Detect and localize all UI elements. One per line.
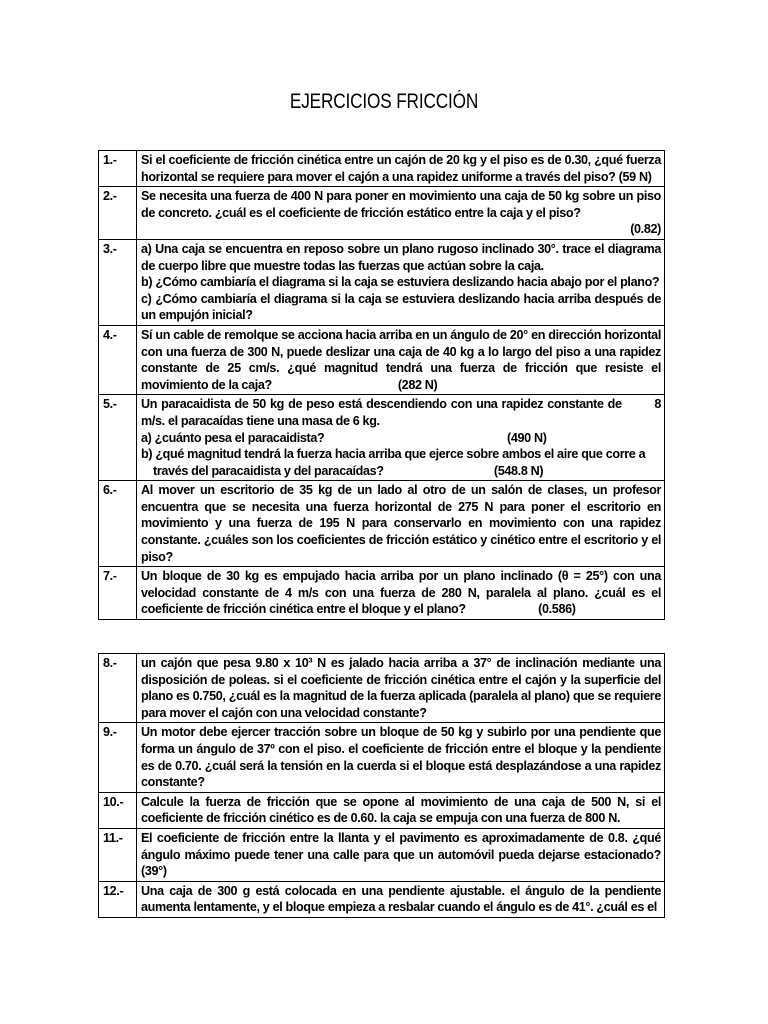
exercise-row xyxy=(99,654,665,723)
exercise-text xyxy=(137,567,665,620)
exercise-text xyxy=(137,723,665,792)
exercise-row xyxy=(99,723,665,792)
exercise-text xyxy=(137,239,665,325)
exercise-number: 9.- xyxy=(99,723,137,792)
exercise-number: 8.- xyxy=(99,654,137,723)
exercise-paragraph: Al mover un escritorio de 35 kg de un lado al otro de un salón de clases, un profesor encuentra que se necesita una fuerza horizontal de 275 N para poner el escritorio en movimiento y una fuerza de 195 N para conservarlo en movimiento con una rapidez constante. ¿cuáles son los coeficientes de fricción estático y cinético entre el escritorio y el piso? xyxy=(141,483,665,564)
exercise-row xyxy=(99,828,665,881)
exercise-paragraph: Se necesita una fuerza de 400 N para poner en movimiento una caja de 50 kg sobre un piso de concreto. ¿cuál es el coeficiente de fricción estático entre la caja y el piso? xyxy=(141,189,665,220)
exercise-number: 6.- xyxy=(99,481,137,567)
exercise-number: 1.- xyxy=(99,151,137,187)
exercise-paragraph: Un paracaidista de 50 kg de peso está descendiendo con una rapidez constante de 8 m/s. el paracaídas tiene una masa de 6 kg. xyxy=(141,397,665,428)
exercise-text xyxy=(137,828,665,881)
exercise-number: 2.- xyxy=(99,187,137,240)
exercise-table-1 xyxy=(98,150,665,620)
exercise-paragraph: Un motor debe ejercer tracción sobre un bloque de 50 kg y subirlo por una pendiente que forma un ángulo de 37º con el piso. el coeficiente de fricción entre el bloque y la pendiente es de 0.70. ¿cuál será la tensión en la cuerda si el bloque está desplazándose a una rapidez constante? xyxy=(141,725,665,790)
exercise-paragraph: b) ¿qué magnitud tendrá la fuerza hacia arriba que ejerce sobre ambos el aire que corre a xyxy=(141,447,646,462)
exercise-paragraph: Una caja de 300 g está colocada en una pendiente ajustable. el ángulo de la pendiente aumenta lentamente, y el bloque empieza a resbalar cuando el ángulo es de 41°. ¿cuál es el xyxy=(141,883,665,915)
exercise-paragraph: Un bloque de 30 kg es empujado hacia arriba por un plano inclinado (θ = 25°) con una velocidad constante de 4 m/s con una fuerza de 280 N, paralela al plano. ¿cuál es el coeficiente de fricción cinética entre el bloque y el plano? (0.586) xyxy=(141,569,665,617)
exercise-text xyxy=(137,792,665,828)
exercise-text xyxy=(137,151,665,187)
exercise-text xyxy=(137,187,665,240)
exercise-paragraph: a) Una caja se encuentra en reposo sobre un plano rugoso inclinado 30°. trace el diagrama de cuerpo libre que muestre todas las fuerzas que actúan sobre la caja. xyxy=(141,241,665,273)
exercise-number: 4.- xyxy=(99,325,137,394)
exercise-number: 10.- xyxy=(99,792,137,828)
exercise-number: 12.- xyxy=(99,881,137,917)
exercise-paragraph: a) ¿cuánto pesa el paracaidista? (490 N) xyxy=(141,430,547,445)
exercise-paragraph: Si el coeficiente de fricción cinética entre un cajón de 20 kg y el piso es de 0.30, ¿qué fuerza horizontal se requiere para mover el cajón a una rapidez uniforme a través del piso? (59 N) xyxy=(141,153,665,184)
exercise-paragraph: c) ¿Cómo cambiaría el diagrama si la caja se estuviera deslizando hacia arriba después de un empujón inicial? xyxy=(141,291,665,323)
exercise-text xyxy=(137,395,665,481)
exercise-text xyxy=(137,325,665,394)
exercise-text xyxy=(137,481,665,567)
exercise-table-2 xyxy=(98,653,665,918)
exercise-paragraph: El coeficiente de fricción entre la llanta y el pavimento es aproximadamente de 0.8. ¿qué ángulo máximo puede tener una calle para que un automóvil pueda dejarse estacionado? (39°) xyxy=(141,830,665,879)
exercise-row xyxy=(99,567,665,620)
exercise-row xyxy=(99,395,665,481)
exercise-answer: (0.82) xyxy=(630,222,661,237)
exercise-number: 11.- xyxy=(99,828,137,881)
exercise-row xyxy=(99,881,665,917)
exercise-paragraph: través del paracaidista y del paracaídas? (548.8 N) xyxy=(153,463,544,478)
page-title: EJERCICIOS FRICCIÓN xyxy=(289,90,479,113)
exercise-paragraph: un cajón que pesa 9.80 x 10³ N es jalado hacia arriba a 37° de inclinación mediante una disposición de poleas. si el coeficiente de fricción cinética entre el cajón y la superficie del plano es 0.750, ¿cuál es la magnitud de la fuerza aplicada (paralela al plano) que se requiere para mover el cajón con una velocidad constante? xyxy=(141,656,665,720)
exercise-row xyxy=(99,792,665,828)
exercise-row xyxy=(99,239,665,325)
exercise-paragraph: b) ¿Cómo cambiaría el diagrama si la caja se estuviera deslizando hacia abajo por el plano? xyxy=(141,275,660,290)
exercise-row xyxy=(99,151,665,187)
exercise-row xyxy=(99,325,665,394)
exercise-number: 7.- xyxy=(99,567,137,620)
exercise-paragraph: Sí un cable de remolque se acciona hacia arriba en un ángulo de 20° en dirección horizontal con una fuerza de 300 N, puede deslizar una caja de 40 kg a lo largo del piso a una rapidez constante de 25 cm/s. ¿qué magnitud tendrá una fuerza de fricción que resiste el movimiento de la caja? (282 N) xyxy=(141,327,665,392)
exercise-text xyxy=(137,654,665,723)
exercise-paragraph: Calcule la fuerza de fricción que se opone al movimiento de una caja de 500 N, si el coeficiente de fricción cinético es de 0.60. la caja se empuja con una fuerza de 800 N. xyxy=(141,794,665,826)
exercise-number: 3.- xyxy=(99,239,137,325)
exercise-number: 5.- xyxy=(99,395,137,481)
exercise-row xyxy=(99,481,665,567)
exercise-row xyxy=(99,187,665,240)
exercise-text xyxy=(137,881,665,917)
